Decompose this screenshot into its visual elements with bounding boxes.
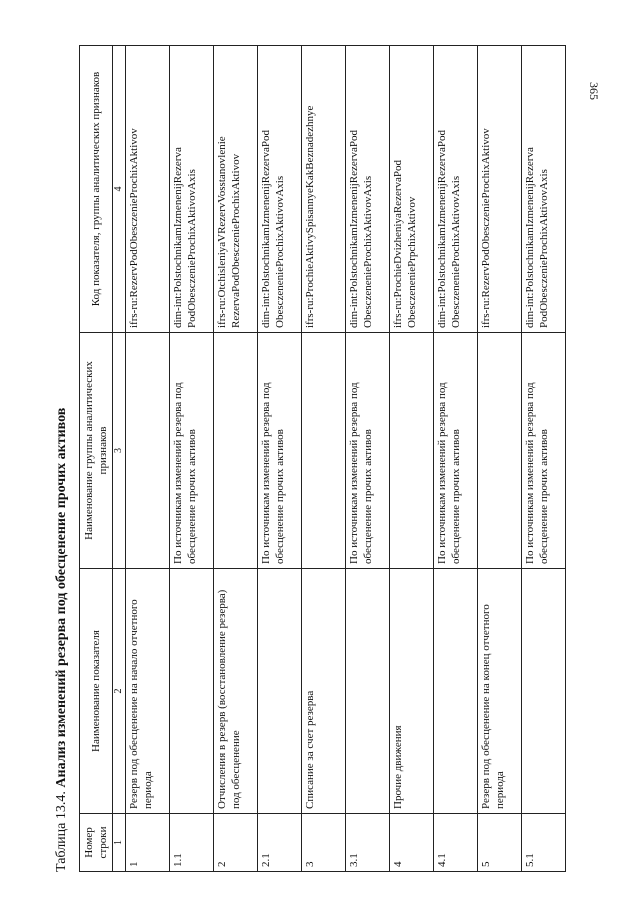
table-row [346,46,390,872]
cell-row-number: 3.1 [346,814,390,872]
cell-code: dim-int:PolstochnikamIzmenenijRezervaPod ObesczenenieProchixAktivovAxis [258,46,302,333]
cell-group-name: По источникам изменений резерва под обесценение прочих активов [346,333,390,569]
cell-row-number: 2.1 [258,814,302,872]
cell-indicator-name: Прочие движения [390,569,434,814]
cell-code: ifrs-ru:OtchisleniyaVRezervVosstanovlenie RezervaPodObesczenieProchixAktivov [214,46,258,333]
cell-code: ifrs-ru:RezervPodObesczenieProchixAktivov [478,46,522,333]
cell-row-number: 2 [214,814,258,872]
cell-indicator-name [346,569,390,814]
column-number: 3 [113,333,126,569]
cell-row-number: 4.1 [434,814,478,872]
cell-row-number: 5.1 [522,814,566,872]
cell-code: dim-int:PolstochnikamIzmenenijRezerva PodObesczenieProchixAktivovAxis [522,46,566,333]
column-number: 1 [113,814,126,872]
table-caption [53,42,71,872]
table-row [522,46,566,872]
cell-group-name [478,333,522,569]
cell-row-number: 1.1 [170,814,214,872]
cell-indicator-name: Резерв под обесценение на конец отчетного периода [478,569,522,814]
table-row [126,46,170,872]
cell-indicator-name [170,569,214,814]
column-number: 4 [113,46,126,333]
cell-code: ifrs-ru:ProchieAktivySpisannyeKakBeznadezhnye [302,46,346,333]
cell-group-name [390,333,434,569]
header-group-name: Наименование группы аналитических признаков [80,333,113,569]
cell-indicator-name: Резерв под обесценение на начало отчетного периода [126,569,170,814]
cell-indicator-name: Отчисления в резерв (восстановление резерва) под обесценение [214,569,258,814]
cell-indicator-name [522,569,566,814]
cell-code: ifrs-ru:ProchieDvizheniyaRezervaPod ObesczeneniePrpchixAktivov [390,46,434,333]
cell-row-number: 5 [478,814,522,872]
page-number: 365 [587,82,601,100]
cell-indicator-name [434,569,478,814]
indicators-table [79,45,566,872]
cell-group-name [214,333,258,569]
table-body [126,46,566,872]
column-number: 2 [113,569,126,814]
cell-row-number: 3 [302,814,346,872]
header-code: Код показателя, группы аналитических признаков [80,46,113,333]
cell-row-number: 4 [390,814,434,872]
cell-code: dim-int:PolstochnikamIzmenenijRezerva PodObesczenieProchixAktivovAxis [170,46,214,333]
cell-indicator-name: Списание за счет резерва [302,569,346,814]
header-row-number: Номер строки [80,814,113,872]
caption-title: Анализ изменений резерва под обесценение прочих активов [54,407,69,788]
cell-code: dim-int:PolstochnikamIzmenenijRezervaPod ObesczenenieProchixAktivovAxis [346,46,390,333]
table-row [434,46,478,872]
caption-prefix: Таблица 13.4. [54,787,69,872]
table-row [170,46,214,872]
cell-group-name: По источникам изменений резерва под обесценение прочих активов [434,333,478,569]
cell-row-number: 1 [126,814,170,872]
table-header-row [80,46,113,872]
cell-group-name [302,333,346,569]
cell-indicator-name [258,569,302,814]
table-row [302,46,346,872]
cell-group-name: По источникам изменений резерва под обесценение прочих активов [258,333,302,569]
header-indicator-name: Наименование показателя [80,569,113,814]
table-row [390,46,434,872]
cell-group-name: По источникам изменений резерва под обесценение прочих активов [170,333,214,569]
table-row [214,46,258,872]
cell-group-name [126,333,170,569]
cell-code: ifrs-ru:RezervPodObesczenieProchixAktivov [126,46,170,333]
cell-group-name: По источникам изменений резерва под обесценение прочих активов [522,333,566,569]
rotated-page-content [49,42,629,872]
cell-code: dim-int:PolstochnikamIzmenenijRezervaPod ObesczenenieProchixAktivovAxis [434,46,478,333]
table-row [258,46,302,872]
column-number-row [113,46,126,872]
table-row [478,46,522,872]
